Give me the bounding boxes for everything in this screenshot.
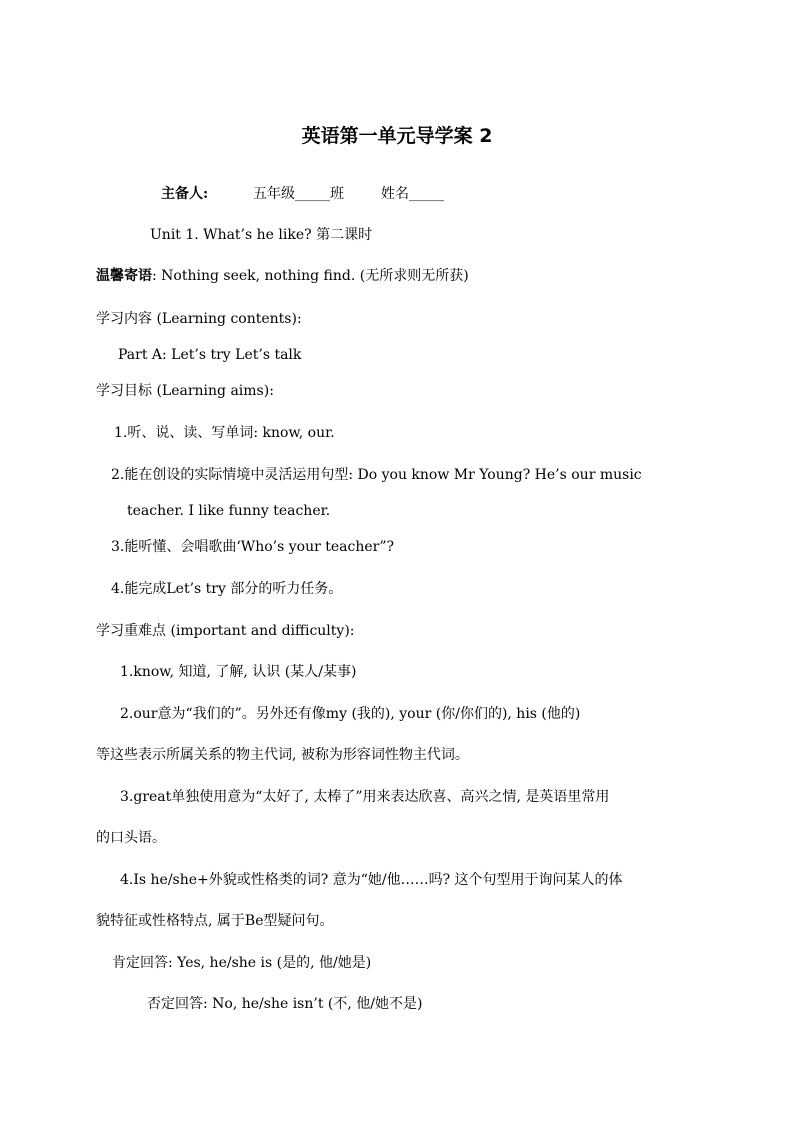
affirmative-answer: 肯定回答: Yes, he/she is (是的, 他/她是) [112,955,372,971]
key-point-2-continued: 等这些表示所属关系的物主代词, 被称为形容词性物主代词。 [96,747,469,763]
preparer-label: 主备人: [161,186,209,202]
key-point-3-continued: 的口头语。 [96,830,166,846]
aim-item-2: 2.能在创设的实际情境中灵活运用句型: Do you know Mr Young? He’s our music [111,467,642,483]
key-point-1: 1.know, 知道, 了解, 认识 (某人/某事) [120,664,357,680]
key-points-heading: 学习重难点 (important and difficulty): [96,623,355,639]
contents-heading: 学习内容 (Learning contents): [96,311,302,327]
aim-item-4: 4.能完成Let’s try 部分的听力任务。 [111,581,343,597]
motto-text: : Nothing seek, nothing find. (无所求则无所获) [152,268,469,284]
grade-class-field: 五年级_____班 [253,186,344,202]
motto-label: 温馨寄语 [96,268,152,284]
contents-text: Part A: Let’s try Let’s talk [118,347,302,363]
student-name-field: 姓名_____ [381,186,444,202]
aim-item-1: 1.听、说、读、写单词: know, our. [114,425,335,441]
key-point-4-continued: 貌特征或性格特点, 属于Be型疑问句。 [96,913,334,929]
key-point-3: 3.great单独使用意为“太好了, 太棒了”用来表达欣喜、高兴之情, 是英语里常用 [120,789,610,805]
unit-line: Unit 1. What’s he like? 第二课时 [150,227,373,243]
motto-line [96,267,469,285]
page-title: 英语第一单元导学案 2 [301,125,493,147]
negative-answer: 否定回答: No, he/she isn’t (不, 他/她不是) [147,996,423,1012]
aim-item-2-continued: teacher. I like funny teacher. [127,503,331,519]
aim-item-3: 3.能听懂、会唱歌曲‘Who’s your teacher”? [111,539,394,555]
key-point-2: 2.our意为“我们的”。另外还有像my (我的), your (你/你们的), his (他的) [120,706,581,722]
aims-heading: 学习目标 (Learning aims): [96,383,274,399]
key-point-4: 4.Is he/she+外貌或性格类的词? 意为“她/他……吗? 这个句型用于询问某人的体 [120,872,623,888]
